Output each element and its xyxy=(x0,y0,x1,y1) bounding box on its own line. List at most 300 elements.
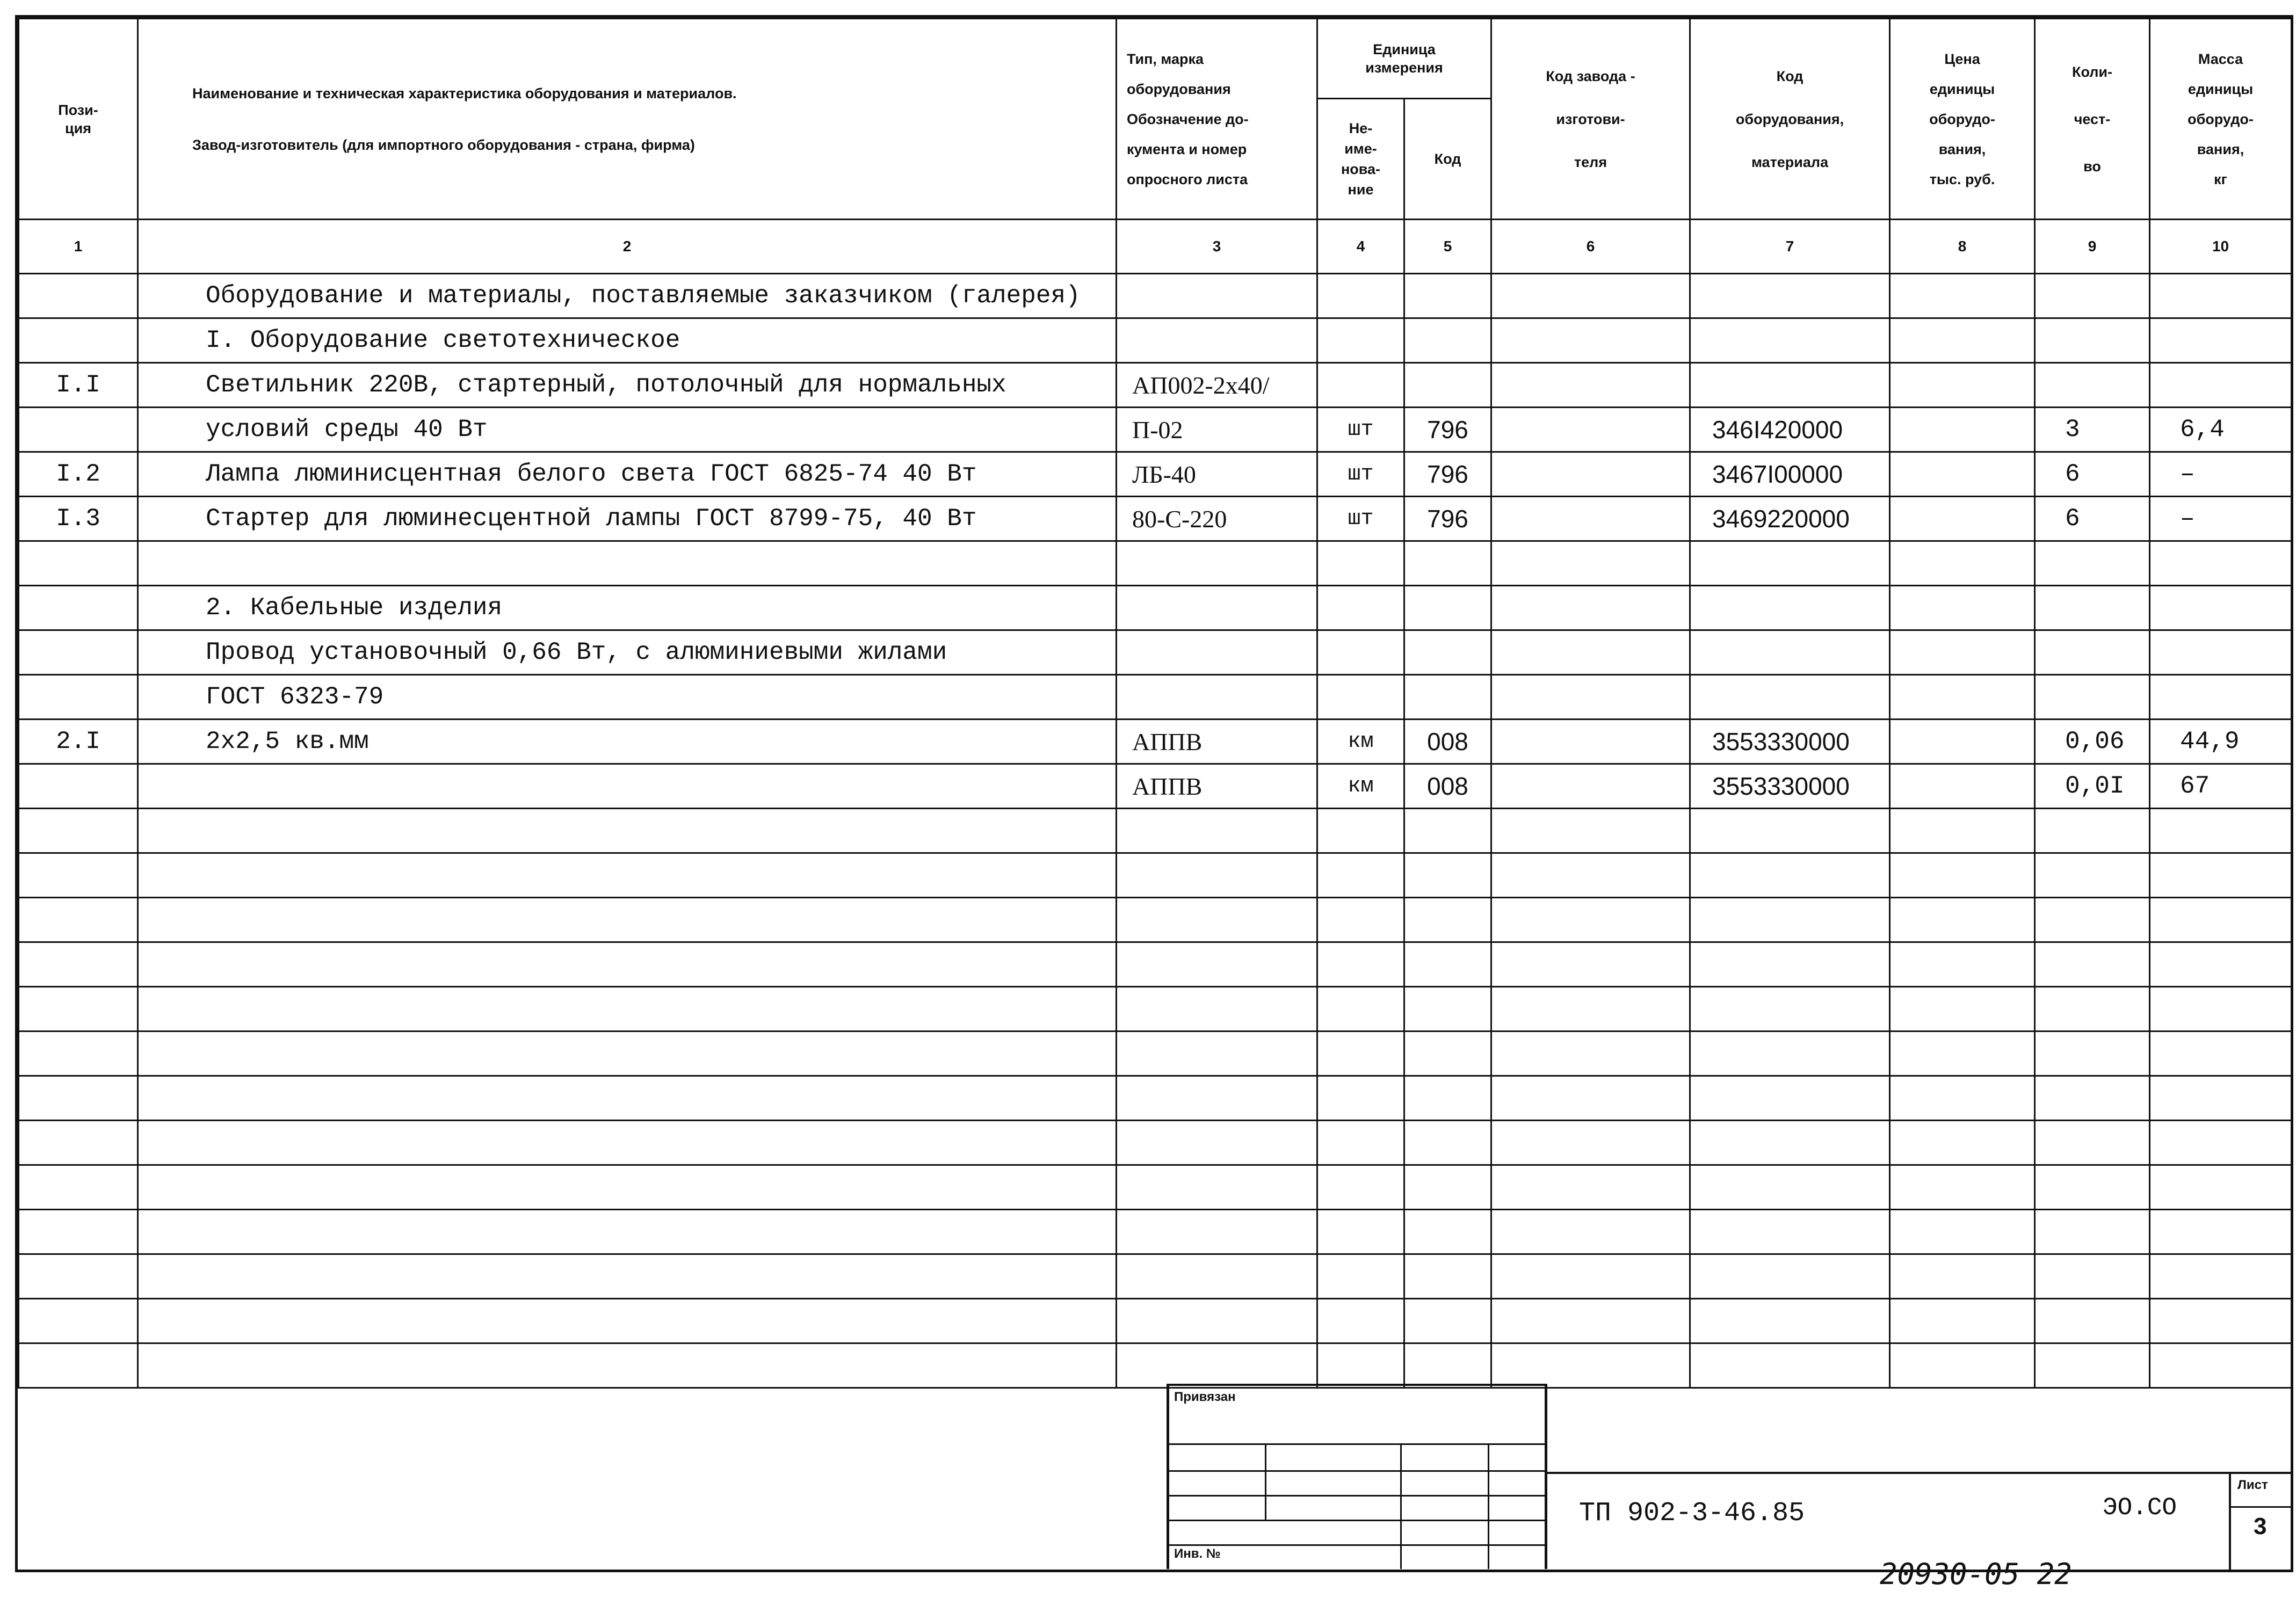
header-quantity-line: Коли- xyxy=(2072,63,2113,80)
row-type xyxy=(1117,942,1317,987)
row-unit-code xyxy=(1404,1210,1491,1254)
row-mass xyxy=(2150,274,2292,318)
row-unit-code xyxy=(1404,274,1491,318)
row-factory-code xyxy=(1491,630,1690,675)
table-row xyxy=(19,1343,2292,1388)
row-unit-code xyxy=(1404,630,1491,675)
row-factory-code xyxy=(1491,586,1690,630)
row-mass xyxy=(2150,675,2292,720)
row-quantity xyxy=(2035,987,2150,1032)
row-name: Лампа люминисцентная белого света ГОСТ 6825-74 40 Вт xyxy=(138,452,1117,497)
stamp-linked-label: Привязан xyxy=(1174,1390,1236,1404)
column-number: 1 xyxy=(19,220,138,274)
row-unit-name xyxy=(1317,942,1404,987)
row-quantity xyxy=(2035,1076,2150,1121)
row-equipment-code xyxy=(1690,1121,1890,1165)
row-position: 2.I xyxy=(19,720,138,764)
table-row xyxy=(19,720,2292,764)
row-type xyxy=(1117,1165,1317,1210)
header-mass-line: кг xyxy=(2214,171,2227,187)
row-mass xyxy=(2150,318,2292,363)
row-price xyxy=(1890,1121,2035,1165)
header-quantity-line: чест- xyxy=(2074,111,2111,127)
column-number: 5 xyxy=(1404,220,1491,274)
row-unit-code xyxy=(1404,363,1491,408)
row-name xyxy=(138,987,1117,1032)
row-type: АППВ xyxy=(1117,720,1317,764)
header-price xyxy=(1890,19,2035,220)
row-position: I.I xyxy=(19,363,138,408)
row-position xyxy=(19,809,138,853)
row-type xyxy=(1117,1343,1317,1388)
row-price xyxy=(1890,497,2035,541)
header-quantity-line: во xyxy=(2083,158,2101,175)
row-price xyxy=(1890,1165,2035,1210)
row-factory-code xyxy=(1491,497,1690,541)
row-position: I.2 xyxy=(19,452,138,497)
row-quantity xyxy=(2035,898,2150,942)
row-quantity xyxy=(2035,1121,2150,1165)
row-unit-code xyxy=(1404,1121,1491,1165)
row-name xyxy=(138,1343,1117,1388)
row-quantity xyxy=(2035,630,2150,675)
row-quantity xyxy=(2035,942,2150,987)
row-name xyxy=(138,1254,1117,1299)
header-equipment-line: оборудования, xyxy=(1735,111,1844,127)
row-price xyxy=(1890,1210,2035,1254)
header-price-line: вания, xyxy=(1938,141,1986,157)
row-name: Оборудование и материалы, поставляемые заказчиком (галерея) xyxy=(138,274,1117,318)
row-unit-name xyxy=(1317,318,1404,363)
column-number-row xyxy=(19,220,2292,274)
row-mass xyxy=(2150,1165,2292,1210)
row-price xyxy=(1890,408,2035,452)
row-type xyxy=(1117,853,1317,898)
row-price xyxy=(1890,675,2035,720)
row-type xyxy=(1117,541,1317,586)
table-row xyxy=(19,1032,2292,1076)
row-mass xyxy=(2150,1210,2292,1254)
row-mass xyxy=(2150,1032,2292,1076)
row-equipment-code xyxy=(1690,541,1890,586)
row-factory-code xyxy=(1491,942,1690,987)
row-unit-code xyxy=(1404,1343,1491,1388)
table-row xyxy=(19,1254,2292,1299)
archive-number: 20930-05 22 xyxy=(1880,1557,2072,1591)
document-section: ЭО.СО xyxy=(2103,1494,2177,1522)
row-mass xyxy=(2150,586,2292,630)
row-position xyxy=(19,987,138,1032)
row-name xyxy=(138,1032,1117,1076)
sheet-label: Лист xyxy=(2237,1478,2268,1492)
header-position-line: ция xyxy=(65,120,91,136)
row-factory-code xyxy=(1491,675,1690,720)
row-unit-code xyxy=(1404,1165,1491,1210)
row-price xyxy=(1890,809,2035,853)
row-factory-code xyxy=(1491,318,1690,363)
row-equipment-code xyxy=(1690,809,1890,853)
row-name xyxy=(138,942,1117,987)
row-equipment-code xyxy=(1690,630,1890,675)
row-quantity xyxy=(2035,853,2150,898)
row-equipment-code: 3467I00000 xyxy=(1690,452,1890,497)
row-price xyxy=(1890,942,2035,987)
row-factory-code xyxy=(1491,274,1690,318)
header-mass-line: оборудо- xyxy=(2188,111,2254,127)
row-factory-code xyxy=(1491,764,1690,809)
table-row xyxy=(19,408,2292,452)
row-unit-code: 008 xyxy=(1404,720,1491,764)
header-equipment-line: Код xyxy=(1776,68,1804,84)
row-unit-name: шт xyxy=(1317,452,1404,497)
row-unit-code xyxy=(1404,853,1491,898)
table-row xyxy=(19,318,2292,363)
table-row xyxy=(19,853,2292,898)
row-position xyxy=(19,675,138,720)
row-quantity: 0,06 xyxy=(2035,720,2150,764)
row-name xyxy=(138,1165,1117,1210)
table-row xyxy=(19,1121,2292,1165)
row-equipment-code xyxy=(1690,1343,1890,1388)
header-equipment-code xyxy=(1690,19,1890,220)
row-name: Стартер для люминесцентной лампы ГОСТ 8799-75, 40 Вт xyxy=(138,497,1117,541)
row-position xyxy=(19,318,138,363)
table-row xyxy=(19,497,2292,541)
row-type xyxy=(1117,318,1317,363)
row-type xyxy=(1117,274,1317,318)
row-price xyxy=(1890,1254,2035,1299)
row-unit-name xyxy=(1317,1165,1404,1210)
row-unit-code: 796 xyxy=(1404,408,1491,452)
row-factory-code xyxy=(1491,1254,1690,1299)
row-factory-code xyxy=(1491,1032,1690,1076)
row-price xyxy=(1890,541,2035,586)
specification-table xyxy=(18,18,2292,1389)
row-unit-code xyxy=(1404,1254,1491,1299)
row-type: 80-С-220 xyxy=(1117,497,1317,541)
row-unit-name: км xyxy=(1317,764,1404,809)
specification-body xyxy=(19,274,2292,1388)
header-name-line: Завод-изготовитель (для импортного оборудования - страна, фирма) xyxy=(192,136,695,153)
row-equipment-code xyxy=(1690,1254,1890,1299)
header-factory-line: теля xyxy=(1574,154,1607,170)
table-row xyxy=(19,452,2292,497)
row-position xyxy=(19,898,138,942)
row-position xyxy=(19,1210,138,1254)
row-mass xyxy=(2150,1299,2292,1343)
row-unit-name: км xyxy=(1317,720,1404,764)
row-name xyxy=(138,541,1117,586)
header-price-line: единицы xyxy=(1929,81,1995,97)
row-quantity xyxy=(2035,541,2150,586)
row-unit-name xyxy=(1317,274,1404,318)
row-mass: 6,4 xyxy=(2150,408,2292,452)
row-price xyxy=(1890,720,2035,764)
row-factory-code xyxy=(1491,1121,1690,1165)
row-mass: 67 xyxy=(2150,764,2292,809)
row-equipment-code xyxy=(1690,853,1890,898)
row-position: I.3 xyxy=(19,497,138,541)
row-factory-code xyxy=(1491,1165,1690,1210)
row-name xyxy=(138,1299,1117,1343)
header-unit-group xyxy=(1317,19,1491,99)
table-row xyxy=(19,942,2292,987)
row-equipment-code: 3553330000 xyxy=(1690,764,1890,809)
column-number: 9 xyxy=(2035,220,2150,274)
table-row xyxy=(19,586,2292,630)
row-quantity xyxy=(2035,318,2150,363)
column-number: 4 xyxy=(1317,220,1404,274)
row-factory-code xyxy=(1491,1343,1690,1388)
header-position-line: Пози- xyxy=(58,101,98,118)
row-unit-code xyxy=(1404,809,1491,853)
row-price xyxy=(1890,764,2035,809)
row-unit-name xyxy=(1317,541,1404,586)
row-type xyxy=(1117,1076,1317,1121)
header-price-line: Цена xyxy=(1944,50,1980,67)
row-unit-name xyxy=(1317,987,1404,1032)
row-price xyxy=(1890,853,2035,898)
row-unit-name xyxy=(1317,1254,1404,1299)
column-number: 8 xyxy=(1890,220,2035,274)
row-mass xyxy=(2150,1121,2292,1165)
row-quantity xyxy=(2035,809,2150,853)
table-row xyxy=(19,809,2292,853)
row-quantity xyxy=(2035,1210,2150,1254)
header-mass-line: единицы xyxy=(2188,81,2254,97)
row-factory-code xyxy=(1491,1076,1690,1121)
table-row xyxy=(19,675,2292,720)
header-price-line: тыс. руб. xyxy=(1929,171,1995,187)
row-equipment-code: 3469220000 xyxy=(1690,497,1890,541)
row-unit-code: 796 xyxy=(1404,452,1491,497)
row-equipment-code xyxy=(1690,586,1890,630)
row-factory-code xyxy=(1491,987,1690,1032)
row-unit-code xyxy=(1404,942,1491,987)
row-equipment-code xyxy=(1690,318,1890,363)
row-mass xyxy=(2150,853,2292,898)
row-mass xyxy=(2150,541,2292,586)
row-name xyxy=(138,898,1117,942)
row-quantity xyxy=(2035,1165,2150,1210)
header-unit-name-line: Не- xyxy=(1349,120,1373,136)
row-position xyxy=(19,853,138,898)
row-unit-name: шт xyxy=(1317,497,1404,541)
row-factory-code xyxy=(1491,541,1690,586)
row-name: I. Оборудование светотехническое xyxy=(138,318,1117,363)
header-type-line: Обозначение до- xyxy=(1127,111,1249,127)
row-type: П-02 xyxy=(1117,408,1317,452)
row-quantity xyxy=(2035,675,2150,720)
row-mass xyxy=(2150,363,2292,408)
row-quantity: 0,0I xyxy=(2035,764,2150,809)
row-position xyxy=(19,1343,138,1388)
header-mass-line: вания, xyxy=(2197,141,2244,157)
table-row xyxy=(19,1299,2292,1343)
row-type xyxy=(1117,630,1317,675)
table-row xyxy=(19,630,2292,675)
row-unit-name xyxy=(1317,1343,1404,1388)
row-equipment-code xyxy=(1690,987,1890,1032)
row-unit-name xyxy=(1317,809,1404,853)
header-mass xyxy=(2150,19,2292,220)
row-name: 2х2,5 кв.мм xyxy=(138,720,1117,764)
row-mass: – xyxy=(2150,497,2292,541)
document-code: ТП 902-3-46.85 xyxy=(1579,1498,1805,1529)
row-name xyxy=(138,1076,1117,1121)
table-row xyxy=(19,764,2292,809)
row-price xyxy=(1890,1076,2035,1121)
row-price xyxy=(1890,586,2035,630)
table-row xyxy=(19,987,2292,1032)
header-unit-line: измерения xyxy=(1365,60,1443,76)
table-row xyxy=(19,274,2292,318)
row-factory-code xyxy=(1491,363,1690,408)
row-position xyxy=(19,1076,138,1121)
row-position xyxy=(19,1254,138,1299)
row-equipment-code xyxy=(1690,1299,1890,1343)
row-equipment-code: 346I420000 xyxy=(1690,408,1890,452)
row-quantity xyxy=(2035,274,2150,318)
row-position xyxy=(19,1299,138,1343)
row-unit-code xyxy=(1404,1032,1491,1076)
header-quantity xyxy=(2035,19,2150,220)
row-unit-code xyxy=(1404,675,1491,720)
row-mass xyxy=(2150,987,2292,1032)
row-equipment-code xyxy=(1690,1210,1890,1254)
row-mass: – xyxy=(2150,452,2292,497)
row-quantity xyxy=(2035,363,2150,408)
header-name-line: Наименование и техническая характеристика оборудования и материалов. xyxy=(192,85,737,101)
row-equipment-code xyxy=(1690,942,1890,987)
row-name xyxy=(138,764,1117,809)
header-unit-name-line: нова- xyxy=(1341,161,1381,177)
row-unit-name xyxy=(1317,586,1404,630)
header-type-line: кумента и номер xyxy=(1127,141,1247,157)
header-price-line: оборудо- xyxy=(1929,111,1995,127)
row-unit-name xyxy=(1317,630,1404,675)
row-mass xyxy=(2150,1076,2292,1121)
row-price xyxy=(1890,1299,2035,1343)
row-quantity: 6 xyxy=(2035,497,2150,541)
row-price xyxy=(1890,630,2035,675)
header-type-line: опросного листа xyxy=(1127,171,1248,187)
row-unit-name xyxy=(1317,853,1404,898)
header-factory-line: Код завода - xyxy=(1546,68,1635,84)
row-equipment-code xyxy=(1690,898,1890,942)
row-unit-name: шт xyxy=(1317,408,1404,452)
row-price xyxy=(1890,363,2035,408)
header-position xyxy=(19,19,138,220)
row-equipment-code xyxy=(1690,1165,1890,1210)
row-mass: 44,9 xyxy=(2150,720,2292,764)
header-type xyxy=(1117,19,1317,220)
row-unit-name xyxy=(1317,675,1404,720)
header-factory-line: изготови- xyxy=(1556,111,1625,127)
column-number: 3 xyxy=(1117,220,1317,274)
header-unit-name-line: име- xyxy=(1344,141,1377,157)
row-mass xyxy=(2150,630,2292,675)
row-equipment-code xyxy=(1690,1032,1890,1076)
row-name: ГОСТ 6323-79 xyxy=(138,675,1117,720)
row-price xyxy=(1890,452,2035,497)
row-price xyxy=(1890,1343,2035,1388)
row-price xyxy=(1890,898,2035,942)
row-position xyxy=(19,1032,138,1076)
sheet-number: 3 xyxy=(2254,1513,2267,1539)
header-type-line: Тип, марка xyxy=(1127,50,1204,67)
row-name: Провод установочный 0,66 Вт, с алюминиевыми жилами xyxy=(138,630,1117,675)
table-row xyxy=(19,1076,2292,1121)
row-factory-code xyxy=(1491,1299,1690,1343)
row-equipment-code: 3553330000 xyxy=(1690,720,1890,764)
header-equipment-line: материала xyxy=(1751,154,1829,170)
row-position xyxy=(19,274,138,318)
row-factory-code xyxy=(1491,809,1690,853)
header-unit-name xyxy=(1317,99,1404,220)
row-name xyxy=(138,1210,1117,1254)
row-type xyxy=(1117,898,1317,942)
row-position xyxy=(19,541,138,586)
row-unit-code xyxy=(1404,987,1491,1032)
row-type: АППВ xyxy=(1117,764,1317,809)
stamp-inventory-label: Инв. № xyxy=(1174,1546,1221,1561)
row-unit-code xyxy=(1404,318,1491,363)
row-unit-name xyxy=(1317,1210,1404,1254)
row-name: условий среды 40 Вт xyxy=(138,408,1117,452)
row-position xyxy=(19,1165,138,1210)
row-type xyxy=(1117,1210,1317,1254)
column-number: 2 xyxy=(138,220,1117,274)
column-number: 6 xyxy=(1491,220,1690,274)
row-equipment-code xyxy=(1690,675,1890,720)
row-equipment-code xyxy=(1690,274,1890,318)
header-name xyxy=(138,19,1117,220)
row-type xyxy=(1117,586,1317,630)
row-unit-name xyxy=(1317,898,1404,942)
row-factory-code xyxy=(1491,720,1690,764)
header-factory-code xyxy=(1491,19,1690,220)
row-name xyxy=(138,853,1117,898)
row-unit-name xyxy=(1317,1032,1404,1076)
row-position xyxy=(19,408,138,452)
row-mass xyxy=(2150,809,2292,853)
row-price xyxy=(1890,1032,2035,1076)
header-unit-name-line: ние xyxy=(1348,181,1374,198)
row-price xyxy=(1890,987,2035,1032)
row-type xyxy=(1117,675,1317,720)
row-mass xyxy=(2150,898,2292,942)
header-mass-line: Масса xyxy=(2198,50,2243,67)
row-factory-code xyxy=(1491,408,1690,452)
row-unit-code xyxy=(1404,1076,1491,1121)
table-row xyxy=(19,1165,2292,1210)
row-name: Светильник 220В, стартерный, потолочный для нормальных xyxy=(138,363,1117,408)
row-type: ЛБ-40 xyxy=(1117,452,1317,497)
table-row xyxy=(19,898,2292,942)
row-position xyxy=(19,630,138,675)
row-quantity xyxy=(2035,1343,2150,1388)
row-price xyxy=(1890,274,2035,318)
row-unit-code xyxy=(1404,586,1491,630)
row-factory-code xyxy=(1491,452,1690,497)
header-row-top xyxy=(19,19,2292,99)
row-quantity xyxy=(2035,1254,2150,1299)
row-type: АП002-2х40/ xyxy=(1117,363,1317,408)
row-price xyxy=(1890,318,2035,363)
row-mass xyxy=(2150,1343,2292,1388)
row-type xyxy=(1117,1121,1317,1165)
